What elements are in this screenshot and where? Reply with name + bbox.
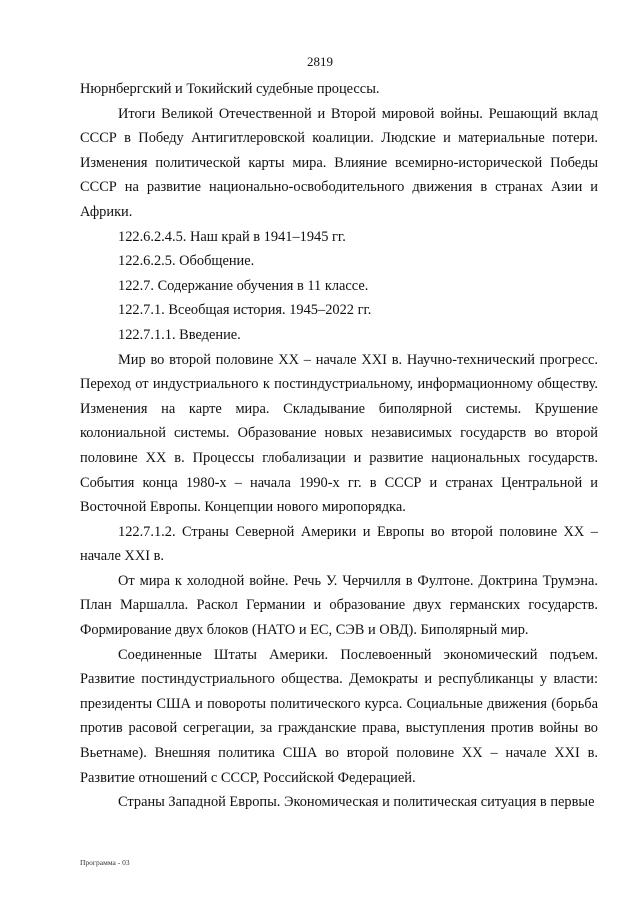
paragraph-war-results: Итоги Великой Отечественной и Второй мировой войны. Решающий вклад СССР в Победу Антигитлеровской коалиции. Людские и материальные потери. Изменения политической карты мира. Влияние всемирно-исторической Победы СССР на развитие национально-освободительного движения в странах Азии и Африки. xyxy=(80,105,598,220)
section-heading-introduction: 122.7.1.1. Введение. xyxy=(118,326,241,343)
body-text xyxy=(80,77,598,815)
section-heading-summary: 122.6.2.5. Обобщение. xyxy=(118,253,255,270)
paragraph-usa: Соединенные Штаты Америки. Послевоенный экономический подъем. Развитие постиндустриального общества. Демократы и республиканцы у власти: президенты США и повороты политического курса. Социальные движения (борьба против расовой сегрегации, за гражданские права, выступления против войны во Вьетнаме). Внешняя политика США во второй половине XX – начале XXI в. Развитие отношений с СССР, Российской Федерацией. xyxy=(80,646,598,786)
paragraph-cold-war: От мира к холодной войне. Речь У. Черчилля в Фултоне. Доктрина Трумэна. План Маршалла. Раскол Германии и образование двух германских государств. Формирование двух блоков (НАТО и ЕС, СЭВ и ОВД). Биполярный мир. xyxy=(80,572,598,639)
paragraph-nuremberg-trials: Нюрнбергский и Токийский судебные процессы. xyxy=(80,81,380,97)
section-heading-world-history: 122.7.1. Всеобщая история. 1945–2022 гг. xyxy=(118,302,372,319)
section-heading-our-region: 122.6.2.4.5. Наш край в 1941–1945 гг. xyxy=(118,228,346,245)
section-heading-grade-11: 122.7. Содержание обучения в 11 классе. xyxy=(118,277,369,294)
section-heading-north-america-europe: 122.7.1.2. Страны Северной Америки и Европы во второй половине XX – начале XXI в. xyxy=(80,523,598,565)
page-footer: Программа - 03 xyxy=(80,858,130,867)
paragraph-western-europe: Страны Западной Европы. Экономическая и политическая ситуация в первые xyxy=(118,794,595,811)
page-number: 2819 xyxy=(307,54,333,69)
paragraph-world-second-half: Мир во второй половине XX – начале XXI в. Научно-технический прогресс. Переход от индустриального к постиндустриальному, информационному обществу. Изменения на карте мира. Складывание биполярной системы. Крушение колониальной системы. Образование новых независимых государств во второй половине XX в. Процессы глобализации и развитие национальных государств. События конца 1980-х – начала 1990-х гг. в СССР и странах Центральной и Восточной Европы. Концепции нового миропорядка. xyxy=(80,351,598,516)
